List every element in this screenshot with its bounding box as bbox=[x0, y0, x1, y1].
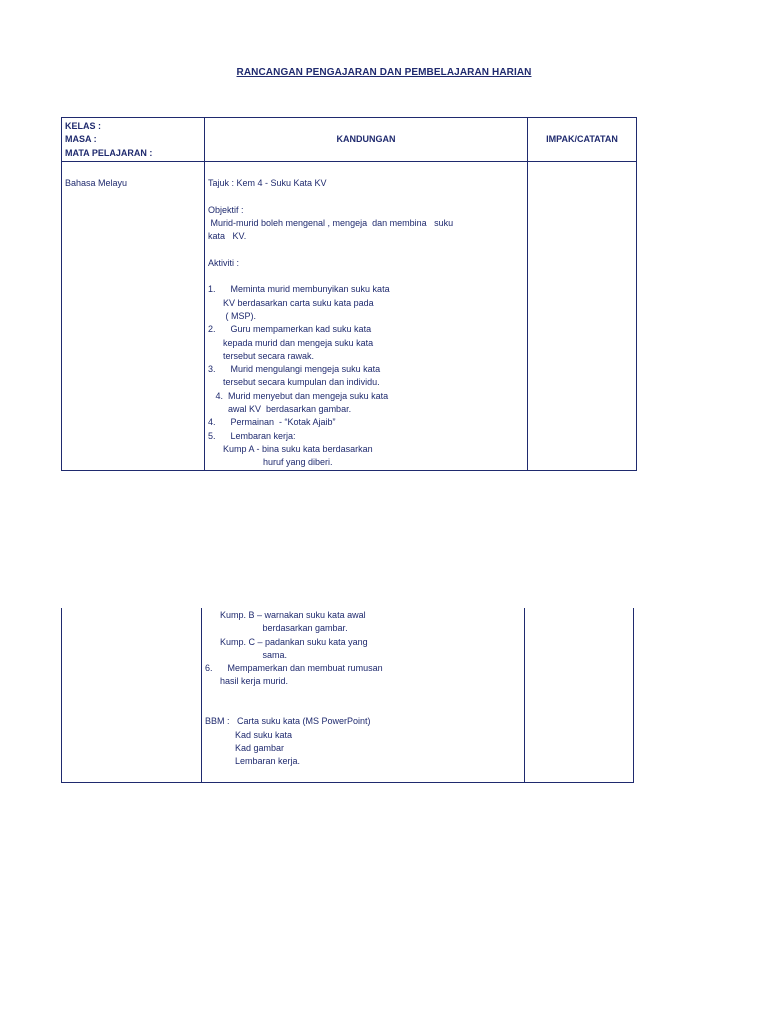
content-line: berdasarkan gambar. bbox=[205, 623, 348, 634]
subject-name: Bahasa Melayu bbox=[65, 178, 128, 188]
content-line bbox=[208, 270, 527, 283]
document-title: RANCANGAN PENGAJARAN DAN PEMBELAJARAN HARIAN bbox=[236, 67, 532, 78]
content-cell bbox=[202, 608, 525, 783]
header-impak-catatan: IMPAK/CATATAN bbox=[528, 118, 637, 162]
content-line: tersebut secara rawak. bbox=[208, 350, 315, 361]
content-line: ( MSP). bbox=[208, 310, 257, 321]
content-line: 3. Murid mengulangi mengeja suku kata bbox=[208, 364, 381, 375]
content-line: KV berdasarkan carta suku kata pada bbox=[208, 297, 374, 308]
subject-cell bbox=[62, 162, 205, 471]
content-line: 2. Guru mempamerkan kad suku kata bbox=[208, 324, 372, 335]
table-body-row bbox=[62, 162, 637, 471]
content-line bbox=[208, 243, 527, 256]
content-line: Kump. C – padankan suku kata yang bbox=[205, 636, 368, 647]
content-line: Objektif : bbox=[208, 204, 244, 215]
lesson-plan-table-continued bbox=[61, 608, 634, 783]
notes-cell bbox=[525, 608, 634, 783]
header-class-info bbox=[62, 118, 205, 162]
content-line: Kad suku kata bbox=[205, 729, 293, 740]
header-kandungan: KANDUNGAN bbox=[205, 118, 528, 162]
content-line: kepada murid dan mengeja suku kata bbox=[208, 337, 374, 348]
lesson-plan-table bbox=[61, 117, 637, 471]
content-line: huruf yang diberi. bbox=[208, 457, 333, 468]
content-text bbox=[205, 162, 527, 470]
content-line: 1. Meminta murid membunyikan suku kata bbox=[208, 284, 390, 295]
content-line: Tajuk : Kem 4 - Suku Kata KV bbox=[208, 178, 327, 188]
content-line: BBM : Carta suku kata (MS PowerPoint) bbox=[205, 716, 371, 727]
label-masa: MASA : bbox=[65, 134, 97, 145]
content-line: 4. Permainan - “Kotak Ajaib” bbox=[208, 417, 336, 428]
content-line: 4. Murid menyebut dan mengeja suku kata bbox=[208, 390, 389, 401]
label-kelas: KELAS : bbox=[65, 121, 101, 131]
content-line: 6. Mempamerkan dan membuat rumusan bbox=[205, 663, 383, 674]
content-line: hasil kerja murid. bbox=[205, 676, 289, 687]
content-line bbox=[205, 702, 524, 715]
content-line: kata KV. bbox=[208, 231, 247, 242]
content-line: Murid-murid boleh mengenal , mengeja dan membina suku bbox=[208, 217, 454, 228]
table-header-row bbox=[62, 118, 637, 162]
notes-cell bbox=[528, 162, 637, 471]
content-line: Aktiviti : bbox=[208, 257, 240, 268]
content-line: Kump A - bina suku kata berdasarkan bbox=[208, 443, 373, 454]
content-line: sama. bbox=[205, 649, 288, 660]
content-line: awal KV berdasarkan gambar. bbox=[208, 404, 352, 415]
content-line bbox=[208, 190, 527, 203]
table-body-row bbox=[62, 608, 634, 783]
content-line: Lembaran kerja. bbox=[205, 756, 301, 767]
subject-cell bbox=[62, 608, 202, 783]
content-line: Kad gambar bbox=[205, 742, 285, 753]
content-cell bbox=[205, 162, 528, 471]
label-mata-pelajaran: MATA PELAJARAN : bbox=[65, 147, 153, 158]
content-line: tersebut secara kumpulan dan individu. bbox=[208, 377, 380, 388]
content-line: Kump. B – warnakan suku kata awal bbox=[205, 610, 366, 620]
content-line bbox=[205, 689, 524, 702]
content-line: 5. Lembaran kerja: bbox=[208, 430, 296, 441]
content-text bbox=[202, 608, 524, 769]
